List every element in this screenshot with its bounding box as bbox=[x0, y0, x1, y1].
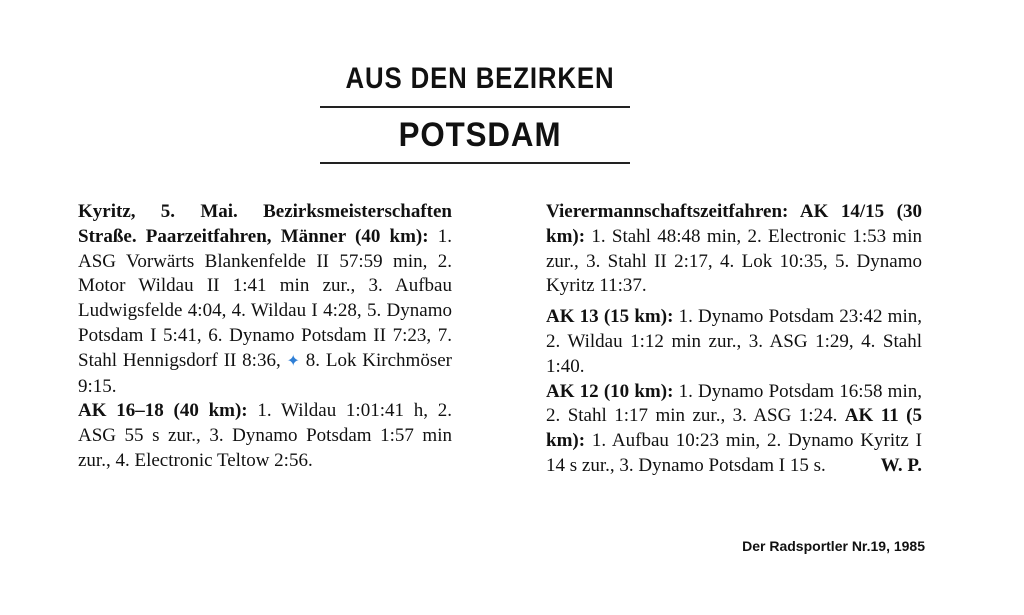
intro-text: Kyritz, 5. Mai. Bezirksmeisterschaften Straße. Paarzeitfahren, bbox=[78, 201, 452, 247]
men-pair-time-trial-paragraph bbox=[40, 200, 452, 399]
men-category-label: Männer (40 km): bbox=[280, 225, 429, 247]
ak-12-11-paragraph bbox=[508, 380, 922, 479]
ak-11-label: AK 11 (5 km): bbox=[546, 405, 922, 452]
article-right-column bbox=[508, 200, 922, 479]
ak-16-18-results: 1. Wildau 1:01:41 h, 2. ASG 55 s zur., 3. Dynamo Potsdam 1:57 min zur., 4. Electronic Teltow 2:56. bbox=[78, 400, 452, 471]
star-icon: ✦ bbox=[286, 352, 300, 370]
team-time-trial-results: 1. Stahl 48:48 min, 2. Electronic 1:53 min zur., 3. Stahl II 2:17, 4. Lok 10:35, 5. Dynamo Kyritz 11:37. bbox=[546, 225, 922, 297]
headline-rule-top bbox=[320, 106, 630, 108]
ak-13-paragraph bbox=[508, 305, 922, 379]
ak-12-results: 1. Dynamo Potsdam 16:58 min, 2. Stahl 1:17 min zur., 3. ASG 1:24. bbox=[546, 380, 922, 427]
ak-13-label: AK 13 (15 km): bbox=[546, 306, 674, 328]
men-results-text: 1. ASG Vorwärts Blankenfelde II 57:59 min, 2. Motor Wildau II 1:41 min zur., 3. Aufbau Ludwigsfelde 4:04, 4. Wildau I 4:28, 5. Dynamo Potsdam I 5:41, 6. Dynamo Potsdam II 7:23, 7. Stahl Hennigsdorf II 8:36, bbox=[78, 225, 453, 371]
ak-16-18-label: AK 16–18 (40 km): bbox=[78, 400, 248, 422]
ak-16-18-paragraph bbox=[40, 399, 452, 473]
team-time-trial-paragraph bbox=[508, 200, 922, 299]
article-left-column bbox=[40, 200, 452, 474]
ak-12-label: AK 12 (10 km): bbox=[546, 380, 674, 402]
section-headline: AUS DEN BEZIRKEN bbox=[345, 62, 615, 95]
source-citation: Der Radsportler Nr.19, 1985 bbox=[742, 538, 925, 554]
ak-11-results: 1. Aufbau 10:23 min, 2. Dynamo Kyritz I 14 s zur., 3. Dynamo Potsdam I 15 s. bbox=[546, 430, 922, 476]
men-results-text-end: 8. Lok Kirchmöser 9:15. bbox=[78, 349, 452, 397]
author-signature: W. P. bbox=[880, 454, 922, 476]
ak-13-results: 1. Dynamo Potsdam 23:42 min, 2. Wildau 1:12 min zur., 3. ASG 1:29, 4. Stahl 1:40. bbox=[546, 306, 922, 377]
headline-rule-bottom bbox=[320, 162, 630, 164]
district-headline: POTSDAM bbox=[398, 116, 562, 154]
team-time-trial-label: Vierermannschaftszeitfahren: AK 14/15 (30 km): bbox=[546, 201, 922, 247]
